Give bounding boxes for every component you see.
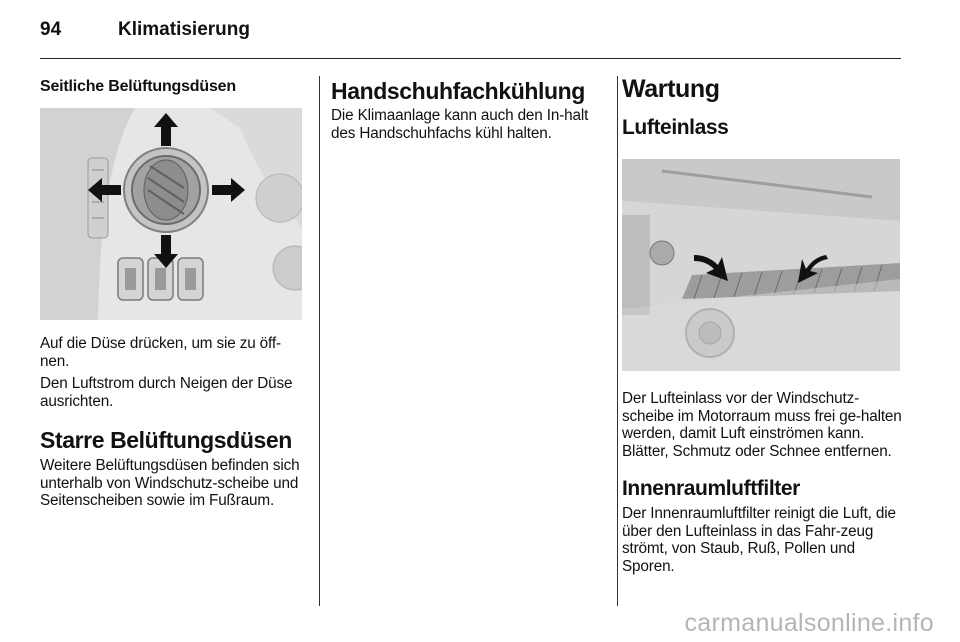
paragraph-air-intake: Der Lufteinlass vor der Windschutz-scheibe im Motorraum muss frei ge-halten werden, damit Luft einströmen kann. Blätter, Schmutz oder Schnee entfernen.	[622, 390, 902, 460]
column-3	[622, 74, 902, 575]
chapter-title: Klimatisierung	[118, 19, 250, 40]
column-divider-1	[319, 76, 320, 606]
paragraph-pollen-filter: Der Innenraumluftfilter reinigt die Luft, die über den Lufteinlass in das Fahr-zeug strömt, von Staub, Ruß, Pollen und Sporen.	[622, 505, 896, 575]
header-rule	[40, 58, 901, 59]
page-number: 94	[40, 19, 62, 40]
column-1	[40, 78, 305, 510]
column-divider-2	[617, 76, 618, 606]
paragraph-fixed-vents: Weitere Belüftungsdüsen befinden sich unterhalb von Windschutz-scheibe und Seitenscheiben sowie im Fußraum.	[40, 457, 300, 510]
vents-side-heading: Seitliche Belüftungsdüsen	[40, 78, 236, 95]
pollen-filter-heading: Innenraumluftfilter	[622, 477, 800, 501]
column-2	[331, 78, 605, 142]
air-intake-illustration	[622, 159, 900, 371]
paragraph-direct-airflow: Den Luftstrom durch Neigen der Düse ausrichten.	[40, 375, 293, 410]
paragraph-glovebox-cooling: Die Klimaanlage kann auch den In-halt des Handschuhfachs kühl halten.	[331, 107, 589, 142]
maintenance-heading: Wartung	[622, 75, 720, 103]
watermark: carmanualsonline.info	[684, 609, 934, 637]
paragraph-press-vent: Auf die Düse drücken, um sie zu öff-nen.	[40, 335, 281, 370]
side-vent-illustration	[40, 108, 302, 320]
glovebox-cooling-heading: Handschuhfachkühlung	[331, 78, 585, 104]
air-intake-heading: Lufteinlass	[622, 116, 729, 139]
fixed-vents-heading: Starre Belüftungsdüsen	[40, 427, 292, 453]
